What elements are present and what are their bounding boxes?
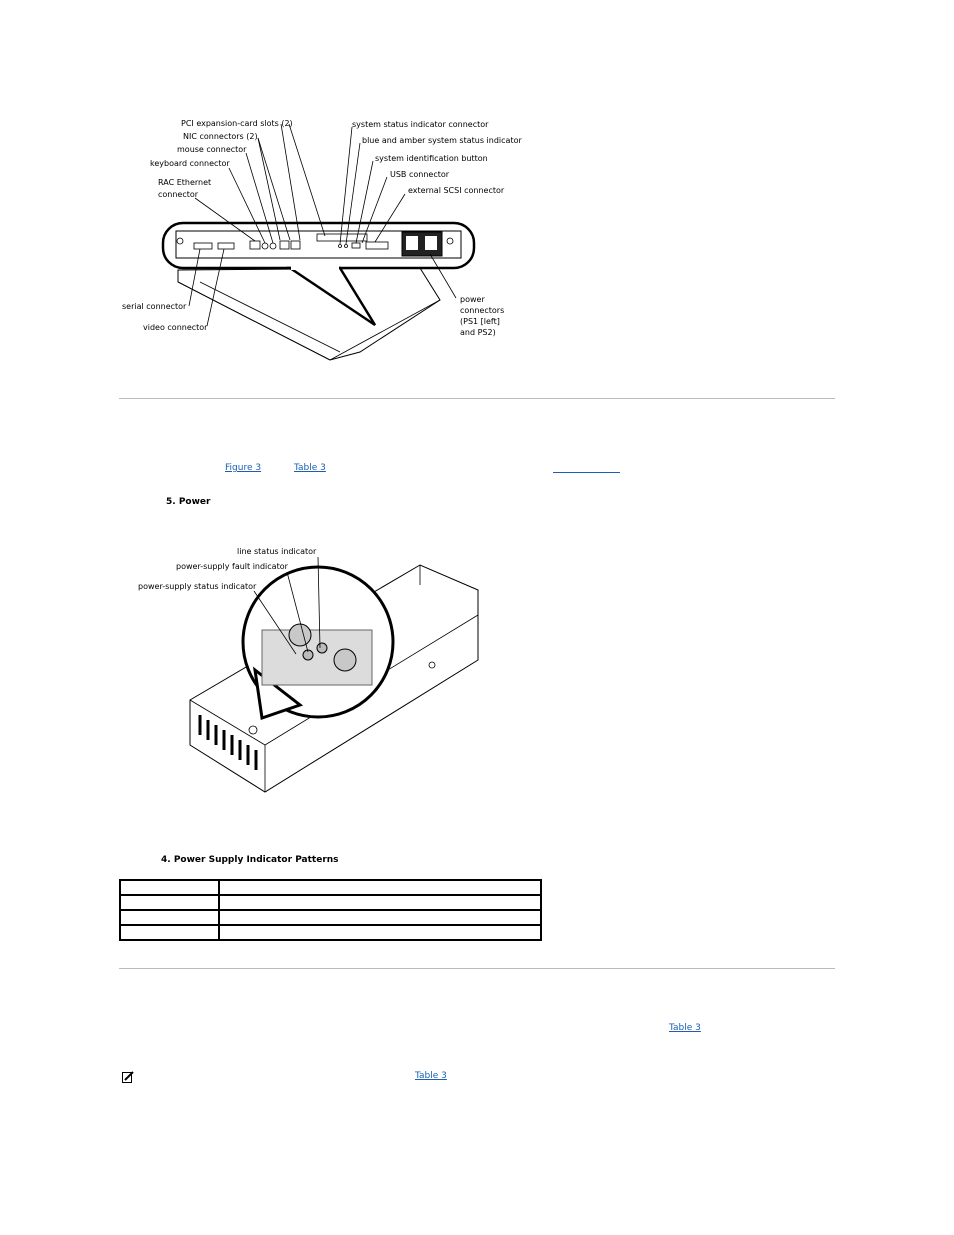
label-rac-ethernet-connector: connector — [158, 190, 199, 199]
label-video-connector: video connector — [143, 323, 208, 332]
label-usb-connector: USB connector — [390, 170, 450, 179]
link-table-3-note[interactable]: Table 3 — [415, 1071, 447, 1081]
label-power-ps2: and PS2) — [460, 328, 496, 337]
label-rac-ethernet: RAC Ethernet — [158, 178, 212, 187]
note-pencil-icon — [122, 1071, 134, 1083]
table-caption: 4. Power Supply Indicator Patterns — [161, 855, 339, 865]
figure-back-panel — [0, 0, 954, 390]
table-cell — [219, 895, 541, 910]
label-status-connector: system status indicator connector — [352, 120, 489, 129]
link-table-3[interactable]: Table 3 — [294, 463, 326, 473]
table-cell — [120, 895, 219, 910]
label-power-ps1: (PS1 [left] — [460, 317, 500, 326]
table-cell — [120, 880, 219, 895]
table-cell — [219, 910, 541, 925]
table-row — [120, 910, 541, 925]
link-figure-3[interactable]: Figure 3 — [225, 463, 262, 473]
table-row — [120, 880, 541, 895]
table-row — [120, 895, 541, 910]
label-status-indicator-psu: power-supply status indicator — [138, 582, 257, 591]
label-power-connectors: connectors — [460, 306, 505, 315]
divider-top — [119, 398, 835, 399]
label-keyboard-connector: keyboard connector — [150, 159, 230, 168]
table-cell — [219, 925, 541, 940]
label-id-button: system identification button — [375, 154, 488, 163]
label-nic-connectors: NIC connectors (2) — [183, 132, 258, 141]
figure-power-supply — [0, 530, 954, 800]
label-power: power — [460, 295, 485, 304]
label-serial-connector: serial connector — [122, 302, 187, 311]
label-status-indicator: blue and amber system status indicator — [362, 136, 522, 145]
table-cell — [219, 880, 541, 895]
label-mouse-connector: mouse connector — [177, 145, 247, 154]
table-cell — [120, 910, 219, 925]
power-supply-illustration — [0, 530, 954, 800]
link-table-3-lower[interactable]: Table 3 — [669, 1023, 701, 1033]
label-line-status: line status indicator — [237, 547, 317, 556]
divider-bottom — [119, 968, 835, 969]
label-pci-slots: PCI expansion-card slots (2) — [181, 119, 293, 128]
label-fault-indicator: power-supply fault indicator — [176, 562, 288, 571]
figure-caption: 5. Power — [166, 497, 211, 507]
table-cell — [120, 925, 219, 940]
link-blank-underline[interactable] — [553, 472, 620, 473]
table-row — [120, 925, 541, 940]
label-scsi-connector: external SCSI connector — [408, 186, 505, 195]
indicator-table — [119, 879, 542, 941]
